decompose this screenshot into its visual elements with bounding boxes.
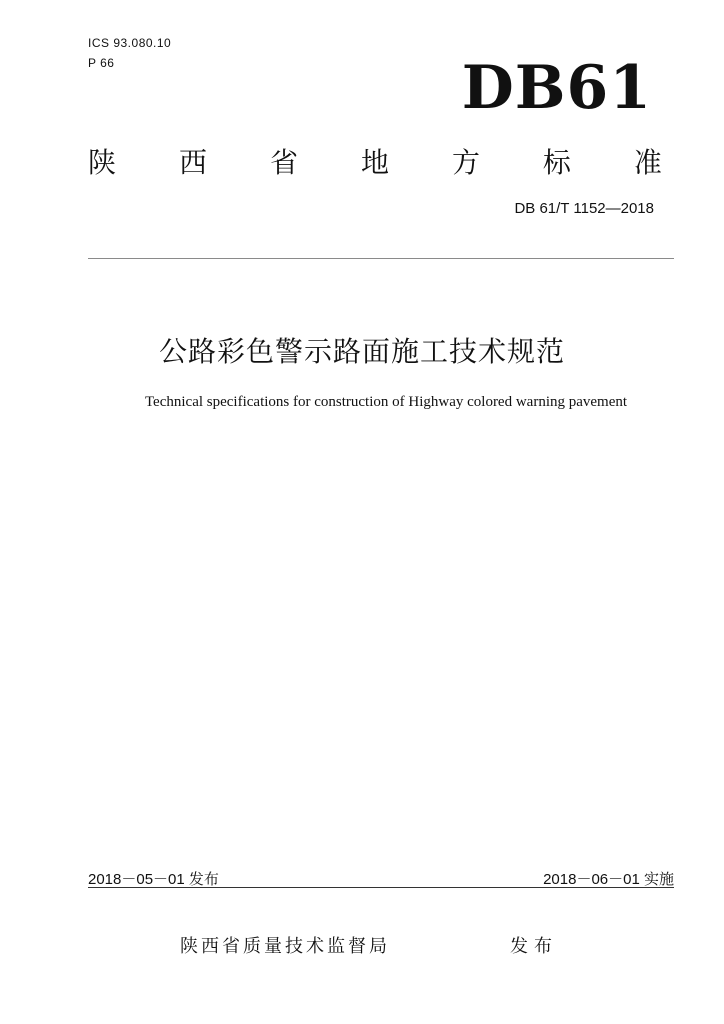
standard-type-char: 陕 — [88, 146, 117, 179]
standard-type-char: 准 — [633, 146, 662, 179]
standard-type-char: 方 — [451, 146, 480, 179]
standard-type-char: 地 — [360, 146, 389, 179]
issue-label: 发布 — [510, 936, 558, 957]
publish-date: 2018－05－01 发布 — [88, 871, 219, 888]
issuing-authority: 陕西省质量技术监督局 — [180, 936, 390, 957]
standard-type-char: 标 — [542, 146, 571, 179]
classification-code: P 66 — [88, 56, 115, 70]
document-title-english: Technical specifications for construction of Highway colored warning pavement — [144, 394, 628, 410]
ics-code: ICS 93.080.10 — [88, 36, 172, 50]
top-divider — [88, 258, 674, 259]
standard-code-logo: DB61 — [461, 53, 652, 123]
standard-type-char: 省 — [269, 146, 298, 179]
standard-number: DB 61/T 1152—2018 — [514, 200, 654, 217]
implementation-date: 2018－06－01 实施 — [543, 871, 674, 888]
document-title-chinese: 公路彩色警示路面施工技术规范 — [158, 335, 565, 368]
standard-type-title — [88, 141, 662, 181]
standard-type-char: 西 — [178, 146, 207, 179]
bottom-divider — [88, 887, 674, 888]
